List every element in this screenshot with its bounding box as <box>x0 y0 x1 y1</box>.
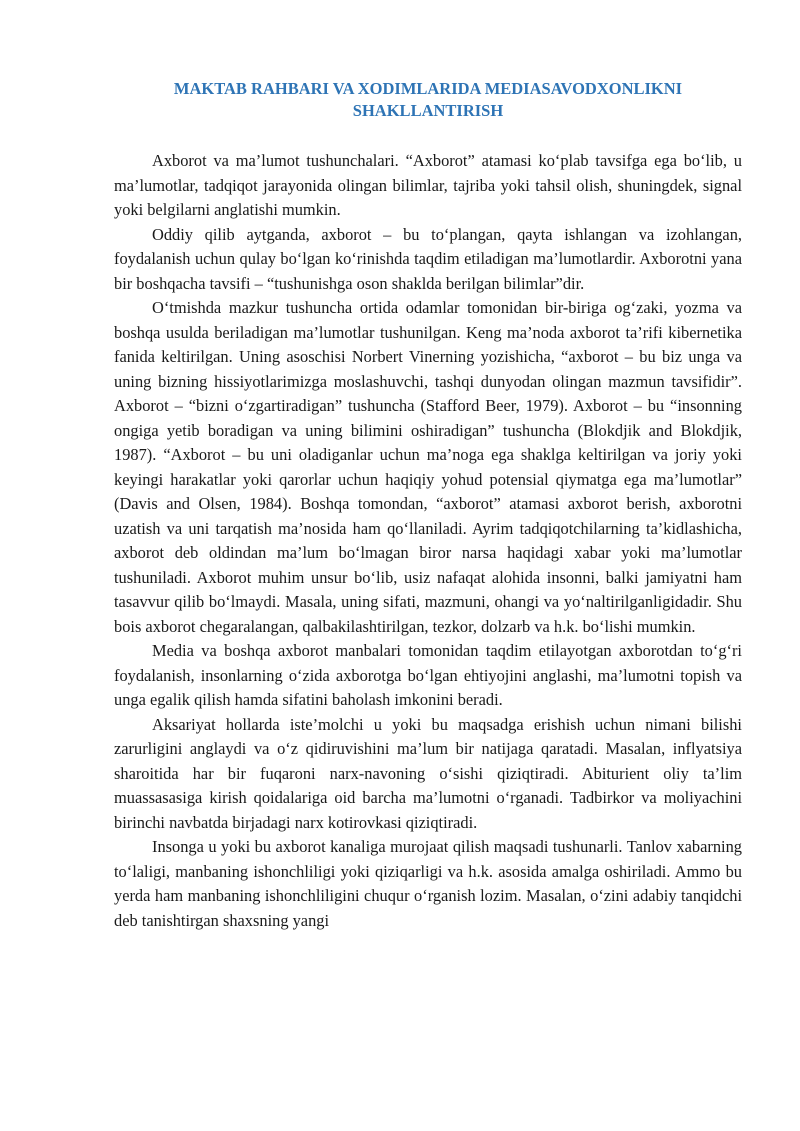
paragraph-5: Aksariyat hollarda iste’molchi u yoki bu maqsadga erishish uchun nimani bilishi zarurligini anglaydi va o‘z qidiruvishini ma’lum bir natijaga qaratadi. Masalan, inflyatsiya sharoitida har bir fuqaroni narx-navoning o‘sishi qiziqtiradi. Abiturient oliy ta’lim muassasasiga kirish qoidalariga oid barcha ma’lumotni o‘rganadi. Tadbirkor va moliyachini birinchi navbatda birjadagi narx kotirovkasi qiziqtiradi. <box>114 714 742 832</box>
paragraph-3: O‘tmishda mazkur tushuncha ortida odamlar tomonidan bir-biriga og‘zaki, yozma va boshqa usulda beriladigan ma’lumotlar tushunilgan. Keng ma’noda axborot ta’rifi kibernetika fanida keltirilgan. Uning asoschisi Norbert Vinerning yozishicha, “axborot – bu biz unga va uning bizning hissiyotlarimizga moslashuvchi, tashqi dunyodan olingan mazmun tavsifidir”. Axborot – “bizni o‘zgartiradigan” tushuncha (Stafford Beer, 1979). Axborot – bu “insonning ongiga yetib boradigan va uning bilimini oshiradigan” tushuncha (Blokdjik and Blokdjik, 1987). “Axborot – bu uni oladiganlar uchun ma’noga ega shaklga keltirilgan va joriy yoki keyingi harakatlar yoki qarorlar uchun haqiqiy yohud potensial qiymatga ega ma’lumotlar” (Davis and Olsen, 1984). Boshqa tomondan, “axborot” atamasi axborot berish, axborotni uzatish va uni tarqatish ma’nosida ham qo‘llaniladi. Ayrim tadqiqotchilarning ta’kidlashicha, axborot deb oldindan ma’lum bo‘lmagan biror narsa haqidagi xabar yoki ma’lumotlar tushuniladi. Axborot muhim unsur bo‘lib, usiz nafaqat alohida insonni, balki jamiyatni ham tasavvur qilib bo‘lmaydi. Masala, uning sifati, mazmuni, ohangi va yo‘naltirilganligidadir. Shu bois axborot chegaralangan, qalbakilashtirilgan, tezkor, dolzarb va h.k. bo‘lishi mumkin. <box>114 298 742 636</box>
paragraph-2: Oddiy qilib aytganda, axborot – bu to‘plangan, qayta ishlangan va izohlangan, foydalanish uchun qulay bo‘lgan ko‘rinishda taqdim etiladigan ma’lumotlardir. Axborotni yana bir boshqacha tavsifi – “tushunishga oson shaklda berilgan bilimlar”dir. <box>114 224 742 293</box>
document-page <box>114 74 742 933</box>
paragraph-6: Insonga u yoki bu axborot kanaliga murojaat qilish maqsadi tushunarli. Tanlov xabarning to‘laligi, manbaning ishonchliligi yoki qiziqarligi va h.k. asosida amalga oshiriladi. Ammo bu yerda ham manbaning ishonchliligini chuqur o‘rganish lozim. Masalan, o‘zini adabiy tanqidchi deb tanishtirgan shaxsning yangi <box>114 837 742 930</box>
document-body <box>114 149 742 933</box>
paragraph-4: Media va boshqa axborot manbalari tomonidan taqdim etilayotgan axborotdan to‘g‘ri foydalanish, insonlarning o‘zida axborotga bo‘lgan ehtiyojini anglashi, ma’lumotni topish va unga egalik qilish hamda sifatini baholash imkonini beradi. <box>114 641 742 709</box>
paragraph-1: Axborot va ma’lumot tushunchalari. “Axborot” atamasi ko‘plab tavsifga ega bo‘lib, u ma’lumotlar, tadqiqot jarayonida olingan bilimlar, tajriba yoki tahsil olish, shuningdek, signal yoki belgilarni anglatishi mumkin. <box>114 151 742 219</box>
document-title: MAKTAB RAHBARI VA XODIMLARIDA MEDIASAVODXONLIKNI SHAKLLANTIRISH <box>173 79 683 120</box>
